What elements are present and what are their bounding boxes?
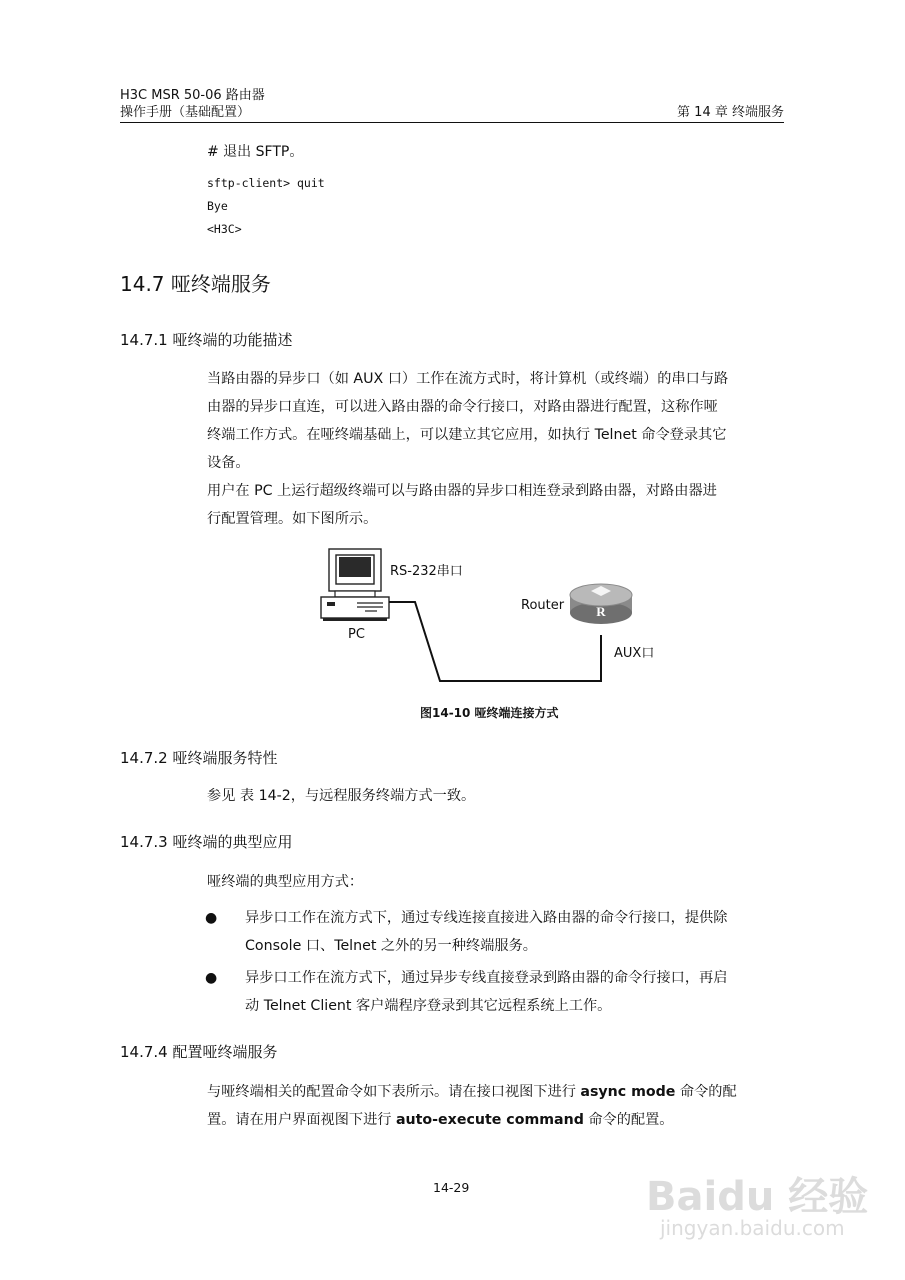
subsection-title: 14.7.4 配置哑终端服务 [120,1043,278,1061]
section-title: 14.7 哑终端服务 [120,272,271,296]
paragraph-line: 参见 表 14-2，与远程服务终端方式一致。 [207,788,476,804]
pc-label: PC [348,627,365,642]
paragraph-line: 用户在 PC 上运行超级终端可以与路由器的异步口相连登录到路由器，对路由器进 [207,483,717,499]
bullet-text: Console 口、Telnet 之外的另一种终端服务。 [245,938,537,954]
paragraph-line: 由器的异步口直连，可以进入路由器的命令行接口，对路由器进行配置，这称作哑 [207,399,718,415]
aux-label: AUX口 [614,646,655,661]
command-auto-execute: auto-execute command [395,1112,584,1128]
paragraph-line: 行配置管理。如下图所示。 [207,511,378,527]
code-line: sftp-client> quit [207,176,325,190]
text-segment: 与哑终端相关的配置命令如下表所示。请在接口视图下进行 [207,1084,581,1100]
router-label: Router [521,598,565,613]
subsection-title: 14.7.3 哑终端的典型应用 [120,833,293,851]
paragraph-line: 设备。 [207,455,250,471]
text-segment: 命令的配置。 [583,1112,674,1128]
router-glyph: R [596,604,606,619]
serial-cable [389,602,601,681]
paragraph-line: 哑终端的典型应用方式： [207,874,364,890]
watermark-brand: Baidu 经验 [646,1174,869,1220]
subsection-title: 14.7.2 哑终端服务特性 [120,749,278,767]
pc-icon [321,549,389,621]
bullet-text: 异步口工作在流方式下，通过专线连接直接进入路由器的命令行接口，提供除 [245,910,728,926]
connection-diagram [305,540,685,700]
router-icon [570,584,632,624]
header-manual: 操作手册（基础配置） [120,105,251,120]
watermark-url: jingyan.baidu.com [660,1216,845,1240]
figure-diagram [305,540,685,700]
bullet-dot: ● [205,910,218,926]
code-line: <H3C> [207,222,242,236]
paragraph-line: 终端工作方式。在哑终端基础上，可以建立其它应用，如执行 Telnet 命令登录其它 [207,427,727,443]
rs232-label: RS-232串口 [390,564,463,579]
figure-caption: 图14-10 哑终端连接方式 [420,706,559,720]
paragraph-line [207,1106,674,1134]
bullet-dot: ● [205,970,218,986]
command-async-mode: async mode [580,1084,676,1100]
header-product: H3C MSR 50-06 路由器 [120,88,265,103]
bullet-text: 异步口工作在流方式下，通过异步专线直接登录到路由器的命令行接口，再启 [245,970,728,986]
header-chapter: 第 14 章 终端服务 [677,105,784,120]
page-number: 14-29 [433,1180,470,1195]
code-line: Bye [207,199,228,213]
paragraph-line: 当路由器的异步口（如 AUX 口）工作在流方式时，将计算机（或终端）的串口与路 [207,371,729,387]
text-segment: 命令的配 [675,1084,737,1100]
paragraph-line [207,1078,737,1106]
header-divider [120,122,784,123]
step-exit-sftp: # 退出 SFTP。 [207,144,304,160]
subsection-title: 14.7.1 哑终端的功能描述 [120,331,293,349]
bullet-text: 动 Telnet Client 客户端程序登录到其它远程系统上工作。 [245,998,612,1014]
text-segment: 置。请在用户界面视图下进行 [207,1112,396,1128]
